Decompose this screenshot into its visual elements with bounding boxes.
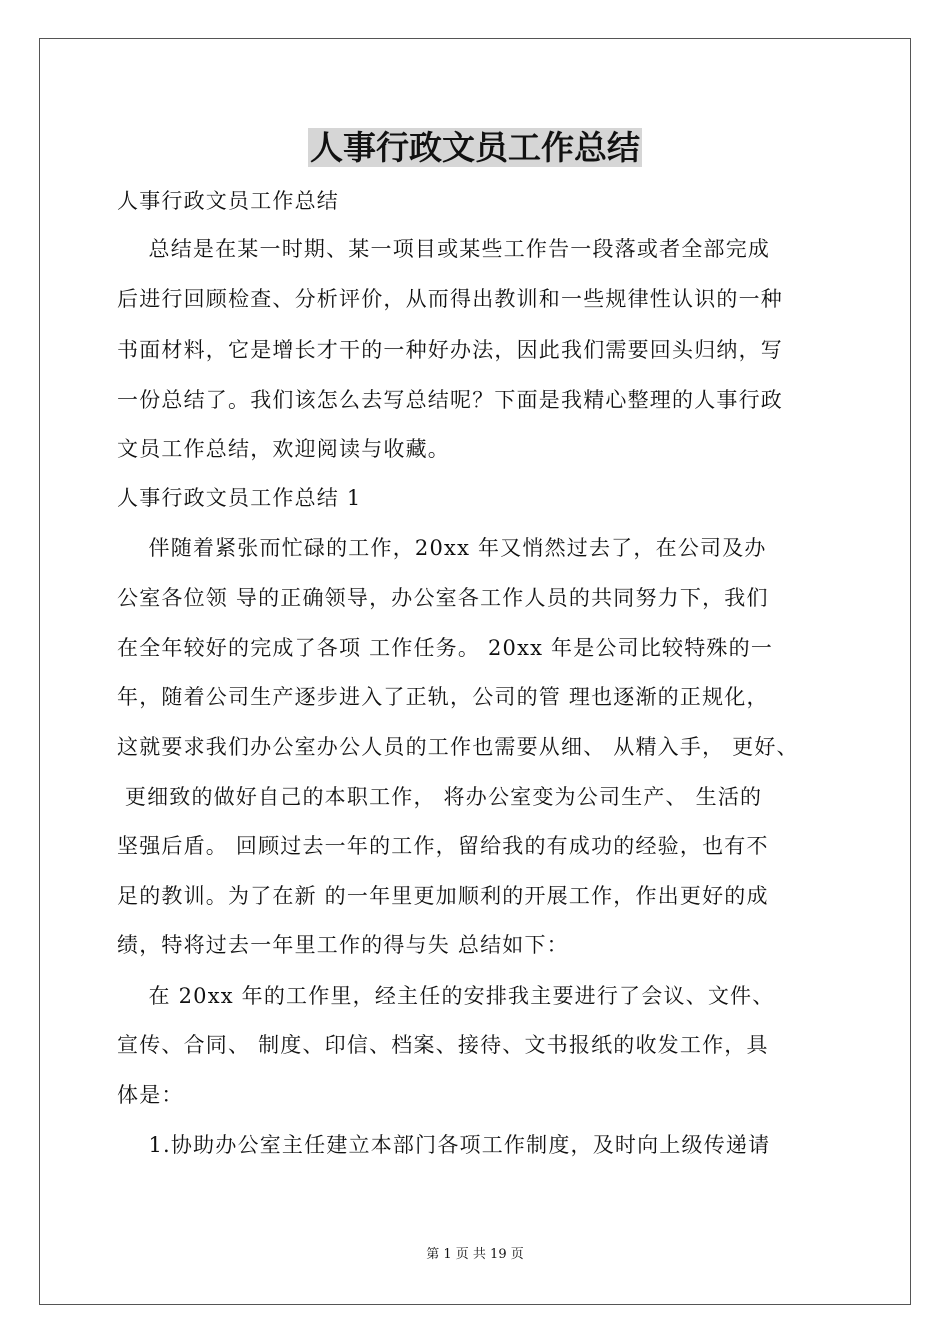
page-border [39, 38, 911, 1305]
text-line-15: 足的教训。为了在新 的一年里更加顺利的开展工作，作出更好的成 [117, 884, 769, 908]
text-line-14: 坚强后盾。 回顾过去一年的工作，留给我的有成功的经验，也有不 [117, 834, 769, 858]
page-footer: 第 1 页 共 19 页 [426, 1247, 524, 1262]
text-line-5: 一份总结了。我们该怎么去写总结呢？下面是我精心整理的人事行政 [117, 388, 783, 412]
text-line-19: 体是： [117, 1083, 184, 1107]
text-line-1: 人事行政文员工作总结 [117, 189, 339, 213]
text-line-13: 更细致的做好自己的本职工作， 将办公室变为公司生产、 生活的 [117, 785, 763, 809]
text-line-12: 这就要求我们办公室办公人员的工作也需要从细、 从精入手， 更好、 [117, 735, 799, 759]
document-title-text: 人事行政文员工作总结 [310, 128, 640, 167]
text-line-16: 绩，特将过去一年里工作的得与失 总结如下： [117, 933, 569, 957]
document-title [0, 126, 950, 170]
text-line-11: 年，随着公司生产逐步进入了正轨，公司的管 理也逐渐的正规化， [117, 685, 769, 709]
text-line-10: 在全年较好的完成了各项 工作任务。 20xx 年是公司比较特殊的一 [117, 636, 774, 660]
text-line-2: 总结是在某一时期、某一项目或某些工作告一段落或者全部完成 [117, 237, 771, 261]
text-line-3: 后进行回顾检查、分析评价，从而得出教训和一些规律性认识的一种 [117, 287, 783, 311]
text-line-6: 文员工作总结，欢迎阅读与收藏。 [117, 437, 450, 461]
text-line-4: 书面材料，它是增长才干的一种好办法，因此我们需要回头归纳，写 [117, 338, 783, 362]
text-line-8: 伴随着紧张而忙碌的工作，20xx 年又悄然过去了，在公司及办 [117, 536, 767, 560]
text-line-9: 公室各位领 导的正确领导，办公室各工作人员的共同努力下，我们 [117, 586, 769, 610]
text-line-7: 人事行政文员工作总结 1 [117, 486, 362, 510]
text-line-20: 1.协助办公室主任建立本部门各项工作制度，及时向上级传递请 [117, 1133, 771, 1157]
text-line-18: 宣传、合同、 制度、印信、档案、接待、文书报纸的收发工作，具 [117, 1033, 769, 1057]
text-line-17: 在 20xx 年的工作里，经主任的安排我主要进行了会议、文件、 [117, 984, 775, 1008]
